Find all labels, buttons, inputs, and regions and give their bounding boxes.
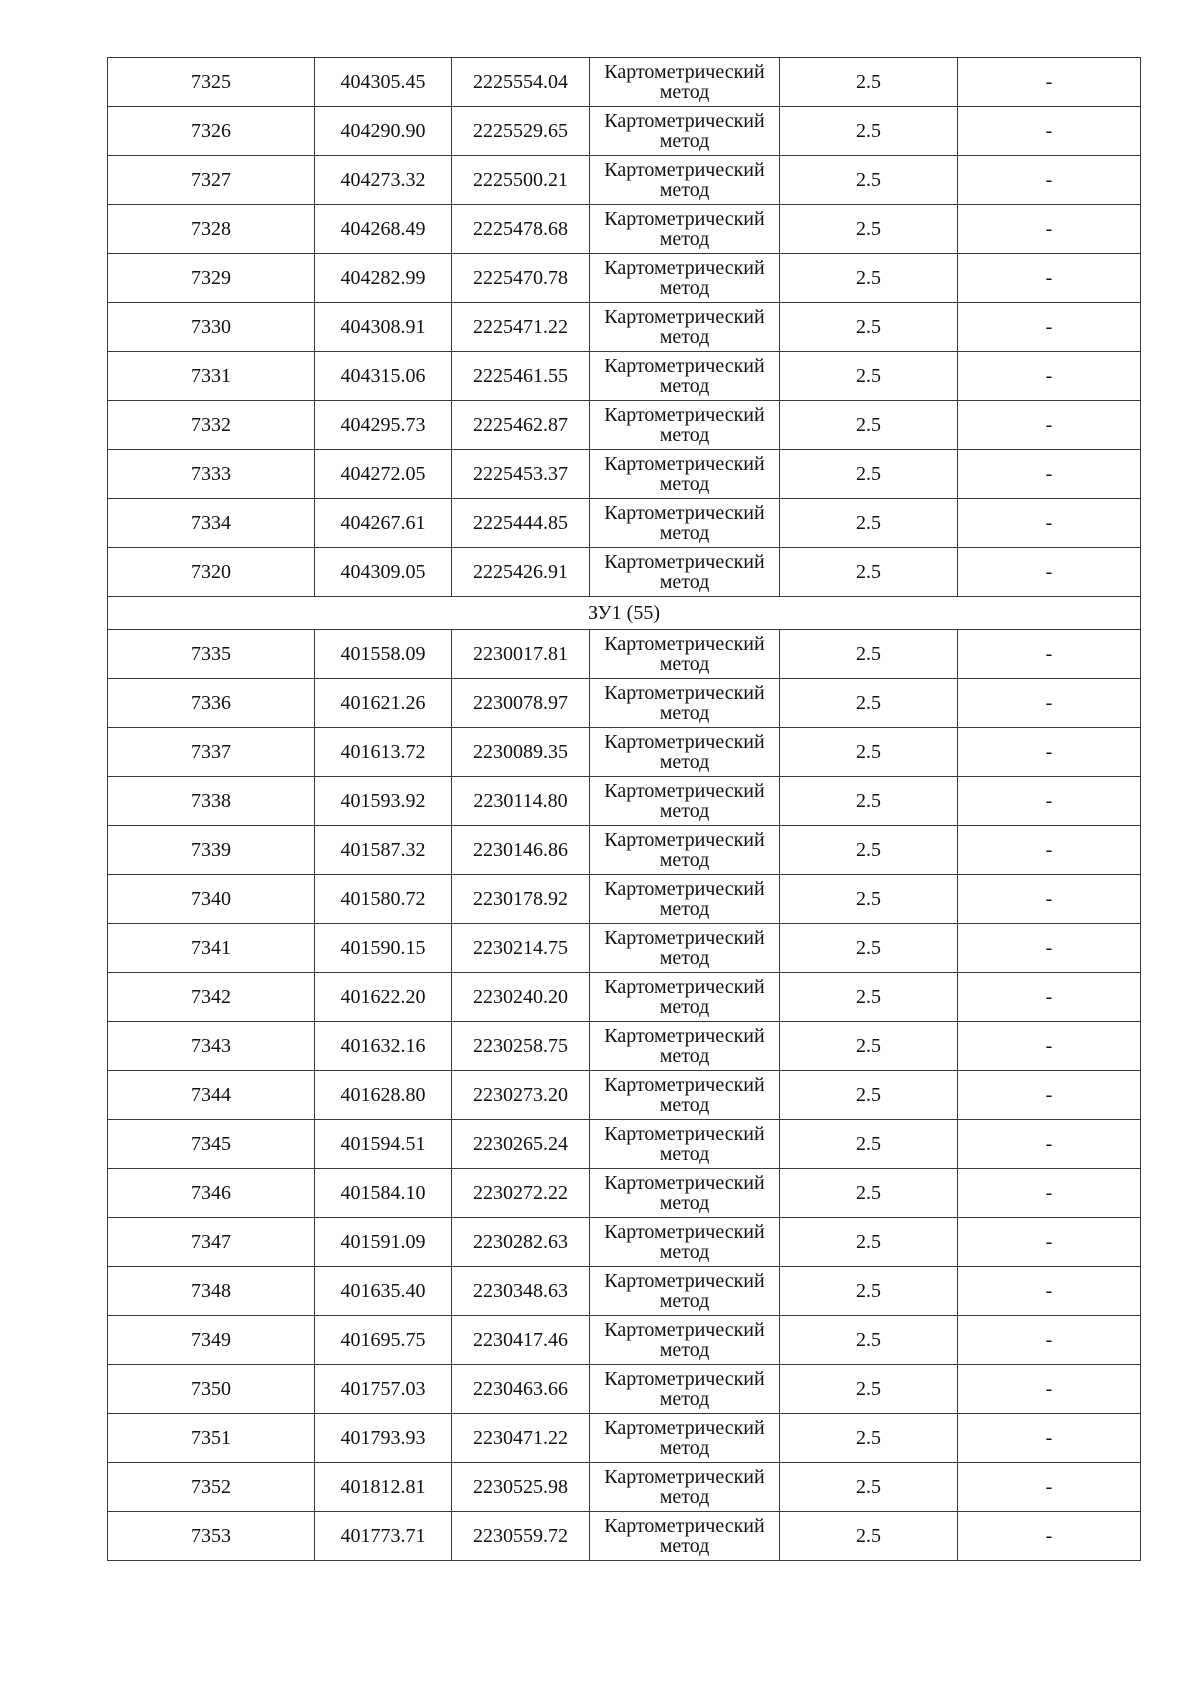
note-cell: -: [958, 924, 1141, 973]
method-line2: метод: [659, 751, 710, 773]
method-line2: метод: [659, 130, 710, 152]
coord-y-cell: 2230017.81: [452, 630, 590, 679]
method-line2: метод: [659, 1339, 710, 1361]
method-line2: метод: [659, 996, 710, 1018]
error-value-cell: 2.5: [780, 1022, 958, 1071]
coord-x-cell: 404290.90: [315, 107, 452, 156]
coord-x-cell: 401613.72: [315, 728, 452, 777]
error-value-cell: 2.5: [780, 58, 958, 107]
coord-x-cell: 404315.06: [315, 352, 452, 401]
coord-x-cell: 401628.80: [315, 1071, 452, 1120]
coord-x-cell: 401635.40: [315, 1267, 452, 1316]
coord-x-cell: 401632.16: [315, 1022, 452, 1071]
point-number-cell: 7330: [108, 303, 315, 352]
table-row: [108, 924, 1141, 973]
error-value-cell: 2.5: [780, 205, 958, 254]
table-row: [108, 1169, 1141, 1218]
coord-y-cell: 2230525.98: [452, 1463, 590, 1512]
table-row: [108, 352, 1141, 401]
point-number-cell: 7320: [108, 548, 315, 597]
table-row: [108, 548, 1141, 597]
method-line1: Картометрический: [604, 355, 765, 377]
method-line1: Картометрический: [604, 159, 765, 181]
table-row: [108, 107, 1141, 156]
method-line2: метод: [659, 424, 710, 446]
error-value-cell: 2.5: [780, 1365, 958, 1414]
point-number-cell: 7342: [108, 973, 315, 1022]
coord-y-cell: 2230273.20: [452, 1071, 590, 1120]
method-cell: [590, 450, 780, 499]
note-cell: -: [958, 352, 1141, 401]
point-number-cell: 7337: [108, 728, 315, 777]
coord-x-cell: 404267.61: [315, 499, 452, 548]
coord-x-cell: 404268.49: [315, 205, 452, 254]
error-value-cell: 2.5: [780, 1120, 958, 1169]
table-row: [108, 254, 1141, 303]
method-line2: метод: [659, 1045, 710, 1067]
error-value-cell: 2.5: [780, 630, 958, 679]
coord-x-cell: 401558.09: [315, 630, 452, 679]
note-cell: -: [958, 777, 1141, 826]
coord-x-cell: 401773.71: [315, 1512, 452, 1561]
note-cell: -: [958, 1365, 1141, 1414]
error-value-cell: 2.5: [780, 875, 958, 924]
method-line1: Картометрический: [604, 306, 765, 328]
section-header-group: [108, 597, 1141, 630]
method-line2: метод: [659, 1143, 710, 1165]
note-cell: -: [958, 156, 1141, 205]
coord-x-cell: 401587.32: [315, 826, 452, 875]
method-cell: [590, 254, 780, 303]
method-line1: Картометрический: [604, 502, 765, 524]
coord-y-cell: 2230214.75: [452, 924, 590, 973]
point-number-cell: 7349: [108, 1316, 315, 1365]
method-cell: [590, 58, 780, 107]
method-cell: [590, 1463, 780, 1512]
coord-y-cell: 2230463.66: [452, 1365, 590, 1414]
coord-x-cell: 404309.05: [315, 548, 452, 597]
error-value-cell: 2.5: [780, 450, 958, 499]
point-number-cell: 7331: [108, 352, 315, 401]
coord-x-cell: 404305.45: [315, 58, 452, 107]
coord-x-cell: 404308.91: [315, 303, 452, 352]
note-cell: -: [958, 630, 1141, 679]
error-value-cell: 2.5: [780, 1071, 958, 1120]
table-row: [108, 450, 1141, 499]
coord-x-cell: 401590.15: [315, 924, 452, 973]
method-line1: Картометрический: [604, 829, 765, 851]
error-value-cell: 2.5: [780, 924, 958, 973]
method-line1: Картометрический: [604, 1123, 765, 1145]
error-value-cell: 2.5: [780, 548, 958, 597]
method-line2: метод: [659, 947, 710, 969]
table-row: [108, 728, 1141, 777]
note-cell: -: [958, 499, 1141, 548]
method-cell: [590, 548, 780, 597]
point-number-cell: 7336: [108, 679, 315, 728]
point-number-cell: 7353: [108, 1512, 315, 1561]
method-line2: метод: [659, 473, 710, 495]
coord-x-cell: 401622.20: [315, 973, 452, 1022]
table-row: [108, 973, 1141, 1022]
method-line2: метод: [659, 653, 710, 675]
method-line2: метод: [659, 1241, 710, 1263]
note-cell: -: [958, 1463, 1141, 1512]
note-cell: -: [958, 1512, 1141, 1561]
coord-x-cell: 401695.75: [315, 1316, 452, 1365]
error-value-cell: 2.5: [780, 826, 958, 875]
method-line1: Картометрический: [604, 731, 765, 753]
coord-x-cell: 401793.93: [315, 1414, 452, 1463]
method-cell: [590, 1316, 780, 1365]
point-number-cell: 7339: [108, 826, 315, 875]
method-line2: метод: [659, 571, 710, 593]
method-line2: метод: [659, 800, 710, 822]
method-line2: метод: [659, 375, 710, 397]
point-number-cell: 7345: [108, 1120, 315, 1169]
table-row: [108, 401, 1141, 450]
note-cell: -: [958, 1071, 1141, 1120]
error-value-cell: 2.5: [780, 777, 958, 826]
method-cell: [590, 1267, 780, 1316]
method-cell: [590, 1169, 780, 1218]
method-cell: [590, 924, 780, 973]
point-number-cell: 7351: [108, 1414, 315, 1463]
method-cell: [590, 973, 780, 1022]
coord-y-cell: 2225426.91: [452, 548, 590, 597]
coord-y-cell: 2230272.22: [452, 1169, 590, 1218]
coord-x-cell: 401580.72: [315, 875, 452, 924]
note-cell: -: [958, 58, 1141, 107]
method-line1: Картометрический: [604, 110, 765, 132]
error-value-cell: 2.5: [780, 499, 958, 548]
note-cell: -: [958, 1218, 1141, 1267]
note-cell: -: [958, 1022, 1141, 1071]
coord-x-cell: 404282.99: [315, 254, 452, 303]
method-line2: метод: [659, 1486, 710, 1508]
section-label: ЗУ1 (55): [108, 597, 1141, 630]
method-line2: метод: [659, 1388, 710, 1410]
table-row: [108, 303, 1141, 352]
note-cell: -: [958, 875, 1141, 924]
method-line2: метод: [659, 326, 710, 348]
error-value-cell: 2.5: [780, 254, 958, 303]
table-row: [108, 826, 1141, 875]
coord-x-cell: 404295.73: [315, 401, 452, 450]
table-row: [108, 58, 1141, 107]
method-line1: Картометрический: [604, 257, 765, 279]
table-row: [108, 1512, 1141, 1561]
method-cell: [590, 1071, 780, 1120]
error-value-cell: 2.5: [780, 352, 958, 401]
coord-y-cell: 2230078.97: [452, 679, 590, 728]
method-cell: [590, 1512, 780, 1561]
coord-x-cell: 401593.92: [315, 777, 452, 826]
error-value-cell: 2.5: [780, 1169, 958, 1218]
method-line1: Картометрический: [604, 61, 765, 83]
coord-y-cell: 2225529.65: [452, 107, 590, 156]
method-line1: Картометрический: [604, 1270, 765, 1292]
method-line1: Картометрический: [604, 551, 765, 573]
note-cell: -: [958, 973, 1141, 1022]
coord-y-cell: 2230348.63: [452, 1267, 590, 1316]
error-value-cell: 2.5: [780, 1463, 958, 1512]
table-row: [108, 1022, 1141, 1071]
method-cell: [590, 499, 780, 548]
point-number-cell: 7347: [108, 1218, 315, 1267]
method-line1: Картометрический: [604, 1172, 765, 1194]
coord-y-cell: 2225462.87: [452, 401, 590, 450]
coord-x-cell: 401594.51: [315, 1120, 452, 1169]
coord-y-cell: 2230089.35: [452, 728, 590, 777]
table-row: [108, 777, 1141, 826]
coord-y-cell: 2230282.63: [452, 1218, 590, 1267]
method-cell: [590, 679, 780, 728]
note-cell: -: [958, 401, 1141, 450]
table-row: [108, 499, 1141, 548]
method-line1: Картометрический: [604, 1025, 765, 1047]
note-cell: -: [958, 303, 1141, 352]
method-line2: метод: [659, 1437, 710, 1459]
table-row: [108, 1218, 1141, 1267]
point-number-cell: 7335: [108, 630, 315, 679]
coord-y-cell: 2225478.68: [452, 205, 590, 254]
method-line1: Картометрический: [604, 453, 765, 475]
method-cell: [590, 826, 780, 875]
note-cell: -: [958, 728, 1141, 777]
method-cell: [590, 777, 780, 826]
table-row: [108, 1316, 1141, 1365]
error-value-cell: 2.5: [780, 156, 958, 205]
note-cell: -: [958, 548, 1141, 597]
method-cell: [590, 1022, 780, 1071]
error-value-cell: 2.5: [780, 1218, 958, 1267]
note-cell: -: [958, 1267, 1141, 1316]
note-cell: -: [958, 1169, 1141, 1218]
method-line2: метод: [659, 179, 710, 201]
note-cell: -: [958, 1316, 1141, 1365]
method-line1: Картометрический: [604, 1466, 765, 1488]
note-cell: -: [958, 1414, 1141, 1463]
coord-y-cell: 2225471.22: [452, 303, 590, 352]
point-number-cell: 7350: [108, 1365, 315, 1414]
method-line1: Картометрический: [604, 976, 765, 998]
coord-x-cell: 401591.09: [315, 1218, 452, 1267]
point-number-cell: 7343: [108, 1022, 315, 1071]
point-number-cell: 7325: [108, 58, 315, 107]
method-line2: метод: [659, 898, 710, 920]
method-line2: метод: [659, 228, 710, 250]
method-cell: [590, 156, 780, 205]
coord-x-cell: 401584.10: [315, 1169, 452, 1218]
table-row: [108, 1414, 1141, 1463]
table-row: [108, 1463, 1141, 1512]
error-value-cell: 2.5: [780, 1512, 958, 1561]
point-number-cell: 7329: [108, 254, 315, 303]
point-number-cell: 7334: [108, 499, 315, 548]
method-cell: [590, 1365, 780, 1414]
note-cell: -: [958, 1120, 1141, 1169]
point-number-cell: 7348: [108, 1267, 315, 1316]
note-cell: -: [958, 205, 1141, 254]
coord-x-cell: 401757.03: [315, 1365, 452, 1414]
coord-y-cell: 2230559.72: [452, 1512, 590, 1561]
table-row: [108, 1071, 1141, 1120]
method-cell: [590, 875, 780, 924]
coordinates-table: [107, 57, 1141, 1561]
method-cell: [590, 107, 780, 156]
method-cell: [590, 1218, 780, 1267]
method-line1: Картометрический: [604, 1074, 765, 1096]
coord-y-cell: 2230417.46: [452, 1316, 590, 1365]
point-number-cell: 7352: [108, 1463, 315, 1512]
coord-x-cell: 401812.81: [315, 1463, 452, 1512]
point-number-cell: 7341: [108, 924, 315, 973]
table-row: [108, 630, 1141, 679]
method-line1: Картометрический: [604, 927, 765, 949]
method-line1: Картометрический: [604, 878, 765, 900]
method-line2: метод: [659, 1535, 710, 1557]
table-row: [108, 875, 1141, 924]
method-line2: метод: [659, 702, 710, 724]
point-number-cell: 7332: [108, 401, 315, 450]
coord-y-cell: 2230114.80: [452, 777, 590, 826]
point-number-cell: 7328: [108, 205, 315, 254]
coord-y-cell: 2225500.21: [452, 156, 590, 205]
coord-y-cell: 2225470.78: [452, 254, 590, 303]
coord-y-cell: 2225453.37: [452, 450, 590, 499]
method-line2: метод: [659, 1290, 710, 1312]
note-cell: -: [958, 826, 1141, 875]
point-number-cell: 7338: [108, 777, 315, 826]
error-value-cell: 2.5: [780, 679, 958, 728]
table-body-part-a: [108, 58, 1141, 597]
point-number-cell: 7333: [108, 450, 315, 499]
method-line1: Картометрический: [604, 1221, 765, 1243]
method-line2: метод: [659, 277, 710, 299]
coord-y-cell: 2225554.04: [452, 58, 590, 107]
note-cell: -: [958, 254, 1141, 303]
method-line2: метод: [659, 81, 710, 103]
table-row: [108, 205, 1141, 254]
point-number-cell: 7340: [108, 875, 315, 924]
coord-y-cell: 2230178.92: [452, 875, 590, 924]
error-value-cell: 2.5: [780, 1414, 958, 1463]
method-line1: Картометрический: [604, 1515, 765, 1537]
table-row: [108, 1120, 1141, 1169]
method-cell: [590, 630, 780, 679]
method-line2: метод: [659, 849, 710, 871]
point-number-cell: 7326: [108, 107, 315, 156]
method-line1: Картометрический: [604, 404, 765, 426]
method-line1: Картометрический: [604, 208, 765, 230]
method-cell: [590, 205, 780, 254]
method-cell: [590, 303, 780, 352]
error-value-cell: 2.5: [780, 1316, 958, 1365]
method-cell: [590, 1120, 780, 1169]
method-line1: Картометрический: [604, 1319, 765, 1341]
section-row: [108, 597, 1141, 630]
error-value-cell: 2.5: [780, 107, 958, 156]
method-line1: Картометрический: [604, 633, 765, 655]
method-cell: [590, 1414, 780, 1463]
method-line1: Картометрический: [604, 1417, 765, 1439]
error-value-cell: 2.5: [780, 303, 958, 352]
point-number-cell: 7346: [108, 1169, 315, 1218]
coord-y-cell: 2230265.24: [452, 1120, 590, 1169]
method-cell: [590, 352, 780, 401]
method-cell: [590, 728, 780, 777]
method-line2: метод: [659, 1094, 710, 1116]
table-body-part-b: [108, 630, 1141, 1561]
coord-x-cell: 404272.05: [315, 450, 452, 499]
note-cell: -: [958, 107, 1141, 156]
coord-x-cell: 404273.32: [315, 156, 452, 205]
error-value-cell: 2.5: [780, 401, 958, 450]
method-line2: метод: [659, 1192, 710, 1214]
coord-y-cell: 2230240.20: [452, 973, 590, 1022]
note-cell: -: [958, 450, 1141, 499]
coord-y-cell: 2230146.86: [452, 826, 590, 875]
note-cell: -: [958, 679, 1141, 728]
point-number-cell: 7344: [108, 1071, 315, 1120]
coord-y-cell: 2225444.85: [452, 499, 590, 548]
table-row: [108, 156, 1141, 205]
method-cell: [590, 401, 780, 450]
error-value-cell: 2.5: [780, 728, 958, 777]
table-row: [108, 679, 1141, 728]
table-row: [108, 1267, 1141, 1316]
error-value-cell: 2.5: [780, 1267, 958, 1316]
method-line2: метод: [659, 522, 710, 544]
coord-y-cell: 2230471.22: [452, 1414, 590, 1463]
method-line1: Картометрический: [604, 682, 765, 704]
method-line1: Картометрический: [604, 780, 765, 802]
coord-y-cell: 2225461.55: [452, 352, 590, 401]
table-row: [108, 1365, 1141, 1414]
error-value-cell: 2.5: [780, 973, 958, 1022]
coord-x-cell: 401621.26: [315, 679, 452, 728]
point-number-cell: 7327: [108, 156, 315, 205]
method-line1: Картометрический: [604, 1368, 765, 1390]
coord-y-cell: 2230258.75: [452, 1022, 590, 1071]
